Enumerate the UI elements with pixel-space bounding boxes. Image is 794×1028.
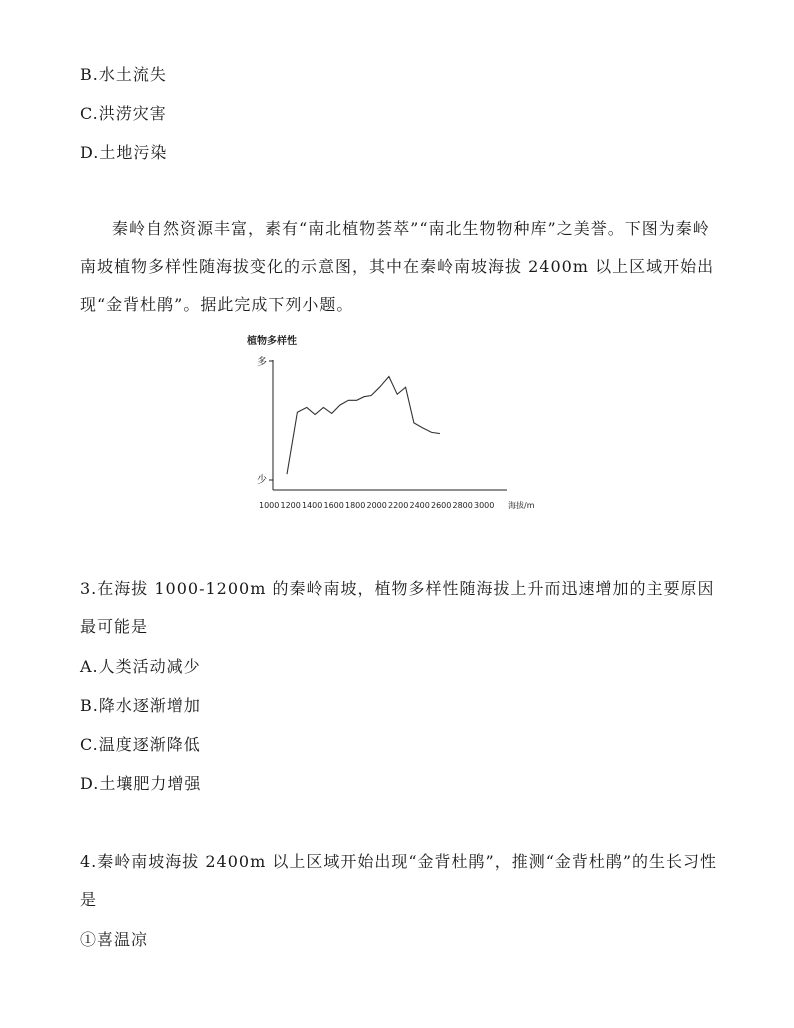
x-tick-label: 2000 xyxy=(366,501,387,510)
question-3-option-d: D.土壤肥力增强 xyxy=(80,774,202,793)
x-tick-label: 1600 xyxy=(323,501,344,510)
x-tick-label: 2800 xyxy=(452,501,473,510)
y-tick-low: 少 xyxy=(257,475,267,486)
question-4-stem: 4.秦岭南坡海拔 2400m 以上区域开始出现“金背杜鹃”，推测“金背杜鹃”的生长习性是 xyxy=(80,852,718,909)
x-tick-label: 1000 xyxy=(259,501,280,510)
diversity-line xyxy=(287,377,440,475)
option-d: D.土地污染 xyxy=(80,143,168,162)
chart-title: 植物多样性 xyxy=(247,336,297,347)
question-3-option-c: C.温度逐渐降低 xyxy=(80,735,201,754)
option-c: C.洪涝灾害 xyxy=(80,104,167,123)
plant-diversity-chart xyxy=(245,328,565,513)
question-3-stem: 3.在海拔 1000-1200m 的秦岭南坡，植物多样性随海拔上升而迅速增加的主要原因最可能是 xyxy=(80,579,715,636)
question-3-option-b: B.降水逐渐增加 xyxy=(80,696,201,715)
option-b: B.水土流失 xyxy=(80,65,167,84)
x-tick-label: 1400 xyxy=(302,501,323,510)
question-4-option-1: ①喜温凉 xyxy=(80,930,149,949)
x-tick-labels xyxy=(259,501,494,510)
x-tick-label: 2600 xyxy=(431,501,452,510)
x-tick-label: 1200 xyxy=(280,501,301,510)
y-tick-high: 多 xyxy=(257,357,267,368)
x-tick-label: 3000 xyxy=(474,501,495,510)
intro-paragraph: 秦岭自然资源丰富，素有“南北植物荟萃”“南北生物物种库”之美誉。下图为秦岭南坡植物多样性随海拔变化的示意图，其中在秦岭南坡海拔 2400m 以上区域开始出现“金背杜鹃”。据此完成下列小题。 xyxy=(80,219,715,314)
x-axis-label: 海拔/m xyxy=(508,501,535,510)
x-tick-label: 1800 xyxy=(345,501,366,510)
x-tick-label: 2200 xyxy=(388,501,409,510)
x-tick-label: 2400 xyxy=(409,501,430,510)
question-3-option-a: A.人类活动减少 xyxy=(80,657,201,676)
